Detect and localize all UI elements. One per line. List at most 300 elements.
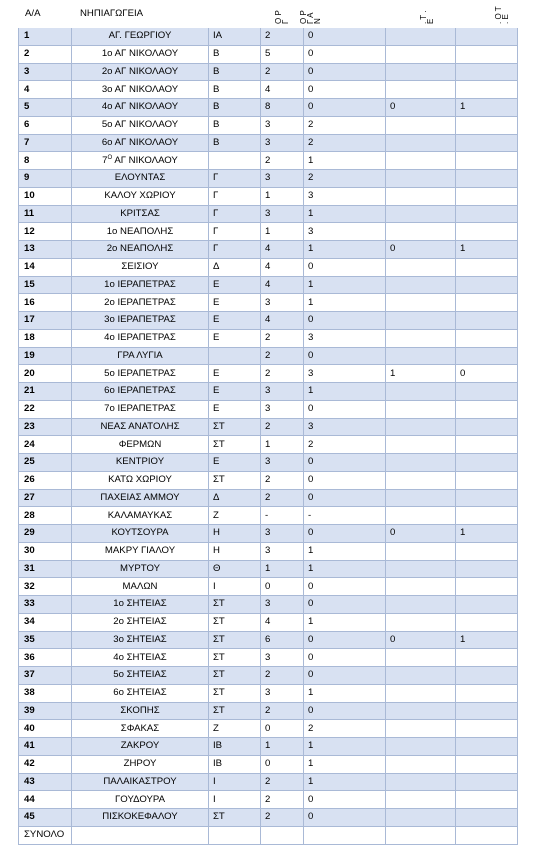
cell-cat: Δ — [209, 489, 261, 507]
cell-te1: 0 — [386, 631, 456, 649]
cell-te1 — [386, 383, 456, 401]
cell-te2 — [456, 400, 518, 418]
cell-num: 36 — [19, 649, 72, 667]
cell-org: 3 — [261, 649, 304, 667]
cell-num: 33 — [19, 596, 72, 614]
cell-org: 3 — [261, 400, 304, 418]
cell-te1 — [386, 418, 456, 436]
cell-name: ΜΥΡΤΟΥ — [72, 560, 209, 578]
cell-org: 2 — [261, 28, 304, 45]
cell-te1 — [386, 738, 456, 756]
cell-org: 2 — [261, 791, 304, 809]
cell-cat: Ι — [209, 578, 261, 596]
cell-num: 30 — [19, 542, 72, 560]
cell-te2 — [456, 116, 518, 134]
cell-num: 26 — [19, 471, 72, 489]
table-row — [19, 312, 518, 330]
cell-num: 13 — [19, 241, 72, 259]
cell-num: 43 — [19, 773, 72, 791]
cell-cat: Ε — [209, 383, 261, 401]
cell-name: 5ο ΙΕΡΑΠΕΤΡΑΣ — [72, 365, 209, 383]
cell-te1 — [386, 613, 456, 631]
cell-cat: Γ — [209, 170, 261, 188]
cell-te1 — [386, 400, 456, 418]
header-organ: Ο Ρ Γ Α Ν — [299, 10, 322, 24]
cell-organ: 0 — [304, 596, 386, 614]
cell-organ: 1 — [304, 383, 386, 401]
cell-cat: Γ — [209, 223, 261, 241]
cell-org: 1 — [261, 560, 304, 578]
cell-num: 38 — [19, 684, 72, 702]
table-row — [19, 28, 518, 45]
cell-te1 — [386, 507, 456, 525]
cell-name: ΣΕΙΣΙΟΥ — [72, 258, 209, 276]
cell-name: ΚΑΤΩ ΧΩΡΙΟΥ — [72, 471, 209, 489]
table-row — [19, 596, 518, 614]
cell-org: 2 — [261, 773, 304, 791]
cell-te1 — [386, 596, 456, 614]
cell-te1 — [386, 312, 456, 330]
total-cell — [304, 826, 386, 844]
header-te1: . Τ . Ε — [419, 10, 435, 24]
cell-org: 6 — [261, 631, 304, 649]
cell-name: 2ο ΙΕΡΑΠΕΤΡΑΣ — [72, 294, 209, 312]
cell-name: 4ο ΣΗΤΕΙΑΣ — [72, 649, 209, 667]
cell-name: ΣΚΟΠΗΣ — [72, 702, 209, 720]
cell-te2 — [456, 809, 518, 827]
cell-cat: Β — [209, 63, 261, 81]
cell-te2 — [456, 489, 518, 507]
cell-organ: 3 — [304, 365, 386, 383]
cell-org: 2 — [261, 63, 304, 81]
cell-te2 — [456, 152, 518, 170]
cell-organ: 0 — [304, 312, 386, 330]
cell-te2 — [456, 436, 518, 454]
table-row — [19, 667, 518, 685]
cell-te1 — [386, 170, 456, 188]
cell-te1 — [386, 578, 456, 596]
table-row — [19, 294, 518, 312]
cell-organ: 1 — [304, 738, 386, 756]
table-row — [19, 383, 518, 401]
cell-num: 12 — [19, 223, 72, 241]
table-row — [19, 809, 518, 827]
cell-num: 8 — [19, 152, 72, 170]
cell-num: 41 — [19, 738, 72, 756]
cell-org: 4 — [261, 258, 304, 276]
cell-te1 — [386, 81, 456, 99]
cell-org: 2 — [261, 667, 304, 685]
cell-name: 1ο ΑΓ ΝΙΚΟΛΑΟΥ — [72, 45, 209, 63]
cell-num: 19 — [19, 347, 72, 365]
cell-name: ΑΓ. ΓΕΩΡΓΙΟΥ — [72, 28, 209, 45]
table-row — [19, 329, 518, 347]
cell-te2 — [456, 45, 518, 63]
cell-name: ΦΕΡΜΩΝ — [72, 436, 209, 454]
cell-name: ΝΕΑΣ ΑΝΑΤΟΛΗΣ — [72, 418, 209, 436]
cell-cat: Ε — [209, 400, 261, 418]
cell-te2 — [456, 63, 518, 81]
cell-cat: ΣΤ — [209, 809, 261, 827]
table-row — [19, 631, 518, 649]
cell-te1 — [386, 205, 456, 223]
cell-te1 — [386, 134, 456, 152]
cell-te2 — [456, 596, 518, 614]
cell-name: ΚΑΛΟΥ ΧΩΡΙΟΥ — [72, 187, 209, 205]
cell-organ: 0 — [304, 63, 386, 81]
cell-te2 — [456, 684, 518, 702]
cell-te2 — [456, 347, 518, 365]
cell-name: ΜΑΚΡΥ ΓΙΑΛΟΥ — [72, 542, 209, 560]
cell-te1 — [386, 791, 456, 809]
cell-te1 — [386, 63, 456, 81]
cell-num: 35 — [19, 631, 72, 649]
total-row — [19, 826, 518, 844]
cell-name: 6ο ΙΕΡΑΠΕΤΡΑΣ — [72, 383, 209, 401]
cell-cat: Ε — [209, 365, 261, 383]
cell-te2 — [456, 170, 518, 188]
cell-organ: 0 — [304, 631, 386, 649]
total-cell — [456, 826, 518, 844]
cell-name: 1ο ΣΗΤΕΙΑΣ — [72, 596, 209, 614]
table-row — [19, 454, 518, 472]
table-row — [19, 170, 518, 188]
cell-org: 1 — [261, 738, 304, 756]
cell-name: 2ο ΝΕΑΠΟΛΗΣ — [72, 241, 209, 259]
cell-organ: 0 — [304, 258, 386, 276]
total-cell — [209, 826, 261, 844]
cell-cat: Ζ — [209, 507, 261, 525]
cell-te1 — [386, 276, 456, 294]
cell-te1 — [386, 454, 456, 472]
total-cell — [72, 826, 209, 844]
cell-organ: 1 — [304, 205, 386, 223]
cell-cat: ΙΒ — [209, 755, 261, 773]
cell-te1 — [386, 489, 456, 507]
cell-org: 3 — [261, 294, 304, 312]
cell-organ: 1 — [304, 241, 386, 259]
cell-cat: ΣΤ — [209, 471, 261, 489]
cell-cat: Ζ — [209, 720, 261, 738]
cell-name: 1ο ΙΕΡΑΠΕΤΡΑΣ — [72, 276, 209, 294]
cell-name: $7^O$ ΑΓ ΝΙΚΟΛΑΟΥ — [72, 152, 209, 170]
cell-org: 3 — [261, 542, 304, 560]
cell-org: 2 — [261, 152, 304, 170]
cell-te1 — [386, 702, 456, 720]
table-row — [19, 116, 518, 134]
cell-organ: 1 — [304, 542, 386, 560]
cell-num: 34 — [19, 613, 72, 631]
cell-cat: Β — [209, 116, 261, 134]
cell-num: 4 — [19, 81, 72, 99]
table-row — [19, 560, 518, 578]
cell-org: 8 — [261, 99, 304, 117]
cell-num: 39 — [19, 702, 72, 720]
schools-table — [18, 28, 518, 845]
cell-te2: 1 — [456, 525, 518, 543]
cell-te1 — [386, 223, 456, 241]
cell-te1: 0 — [386, 525, 456, 543]
cell-organ: 1 — [304, 773, 386, 791]
cell-organ: 0 — [304, 81, 386, 99]
cell-te2 — [456, 329, 518, 347]
cell-cat: ΣΤ — [209, 667, 261, 685]
cell-cat — [209, 347, 261, 365]
cell-org: 0 — [261, 755, 304, 773]
cell-name: ΖΗΡΟΥ — [72, 755, 209, 773]
cell-num: 40 — [19, 720, 72, 738]
table-row — [19, 347, 518, 365]
cell-org: 3 — [261, 684, 304, 702]
cell-te2: 1 — [456, 99, 518, 117]
cell-org: 1 — [261, 223, 304, 241]
cell-cat: Ε — [209, 276, 261, 294]
cell-organ: - — [304, 507, 386, 525]
cell-organ: 3 — [304, 187, 386, 205]
cell-organ: 1 — [304, 684, 386, 702]
cell-org: - — [261, 507, 304, 525]
cell-te1 — [386, 347, 456, 365]
cell-cat: Η — [209, 542, 261, 560]
cell-org: 2 — [261, 489, 304, 507]
cell-name: 5ο ΣΗΤΕΙΑΣ — [72, 667, 209, 685]
cell-organ: 0 — [304, 45, 386, 63]
table-row — [19, 258, 518, 276]
cell-organ: 0 — [304, 525, 386, 543]
cell-cat: Γ — [209, 205, 261, 223]
cell-te2 — [456, 205, 518, 223]
cell-org: 0 — [261, 720, 304, 738]
cell-organ: 1 — [304, 152, 386, 170]
cell-cat: Β — [209, 99, 261, 117]
cell-organ: 2 — [304, 170, 386, 188]
cell-org: 3 — [261, 383, 304, 401]
cell-te1: 1 — [386, 365, 456, 383]
cell-name: 1ο ΝΕΑΠΟΛΗΣ — [72, 223, 209, 241]
cell-te1 — [386, 28, 456, 45]
cell-te2: 1 — [456, 631, 518, 649]
cell-organ: 0 — [304, 649, 386, 667]
cell-organ: 2 — [304, 720, 386, 738]
cell-name: ΚΟΥΤΣΟΥΡΑ — [72, 525, 209, 543]
table-row — [19, 471, 518, 489]
table-row — [19, 436, 518, 454]
table-row — [19, 99, 518, 117]
cell-num: 22 — [19, 400, 72, 418]
cell-te2 — [456, 418, 518, 436]
cell-organ: 3 — [304, 329, 386, 347]
cell-org: 2 — [261, 702, 304, 720]
cell-name: ΣΦΑΚΑΣ — [72, 720, 209, 738]
cell-name: 4ο ΙΕΡΑΠΕΤΡΑΣ — [72, 329, 209, 347]
cell-organ: 0 — [304, 702, 386, 720]
cell-te2 — [456, 542, 518, 560]
table-row — [19, 489, 518, 507]
cell-num: 44 — [19, 791, 72, 809]
cell-te1 — [386, 720, 456, 738]
cell-te1 — [386, 45, 456, 63]
cell-cat: Β — [209, 81, 261, 99]
cell-cat: ΣΤ — [209, 436, 261, 454]
cell-te2: 0 — [456, 365, 518, 383]
cell-te2 — [456, 773, 518, 791]
table-row — [19, 791, 518, 809]
cell-name: 5ο ΑΓ ΝΙΚΟΛΑΟΥ — [72, 116, 209, 134]
cell-cat: ΣΤ — [209, 613, 261, 631]
cell-te2 — [456, 454, 518, 472]
cell-te2 — [456, 258, 518, 276]
cell-name: 3ο ΑΓ ΝΙΚΟΛΑΟΥ — [72, 81, 209, 99]
cell-te2 — [456, 720, 518, 738]
cell-num: 29 — [19, 525, 72, 543]
cell-te2 — [456, 223, 518, 241]
cell-te1 — [386, 116, 456, 134]
cell-org: 3 — [261, 205, 304, 223]
cell-cat: Ε — [209, 312, 261, 330]
total-label: ΣΥΝΟΛΟ — [19, 826, 72, 844]
cell-num: 17 — [19, 312, 72, 330]
table-row — [19, 755, 518, 773]
cell-organ: 0 — [304, 99, 386, 117]
cell-org: 0 — [261, 578, 304, 596]
cell-num: 45 — [19, 809, 72, 827]
cell-name: ΜΑΛΩΝ — [72, 578, 209, 596]
cell-te1 — [386, 667, 456, 685]
cell-organ: 0 — [304, 578, 386, 596]
cell-te1 — [386, 809, 456, 827]
cell-org: 4 — [261, 312, 304, 330]
cell-te2 — [456, 312, 518, 330]
table-row — [19, 773, 518, 791]
cell-te2 — [456, 294, 518, 312]
cell-organ: 3 — [304, 418, 386, 436]
table-row — [19, 63, 518, 81]
table-row — [19, 187, 518, 205]
cell-te2 — [456, 276, 518, 294]
cell-organ: 2 — [304, 436, 386, 454]
cell-num: 2 — [19, 45, 72, 63]
cell-organ: 0 — [304, 489, 386, 507]
cell-num: 6 — [19, 116, 72, 134]
cell-org: 5 — [261, 45, 304, 63]
table-row — [19, 223, 518, 241]
cell-name: ΖΑΚΡΟΥ — [72, 738, 209, 756]
table-row — [19, 152, 518, 170]
cell-num: 37 — [19, 667, 72, 685]
cell-te1 — [386, 755, 456, 773]
cell-te1 — [386, 258, 456, 276]
cell-te2 — [456, 81, 518, 99]
cell-name: ΠΑΧΕΙΑΣ ΑΜΜΟΥ — [72, 489, 209, 507]
cell-num: 27 — [19, 489, 72, 507]
cell-organ: 2 — [304, 116, 386, 134]
cell-org: 4 — [261, 81, 304, 99]
cell-name: 3ο ΣΗΤΕΙΑΣ — [72, 631, 209, 649]
cell-org: 2 — [261, 418, 304, 436]
cell-te1 — [386, 329, 456, 347]
cell-name: 2ο ΑΓ ΝΙΚΟΛΑΟΥ — [72, 63, 209, 81]
cell-organ: 0 — [304, 809, 386, 827]
cell-cat: ΙΑ — [209, 28, 261, 45]
cell-organ: 0 — [304, 667, 386, 685]
table-row — [19, 507, 518, 525]
cell-cat: Η — [209, 525, 261, 543]
cell-cat: Δ — [209, 258, 261, 276]
cell-cat: Β — [209, 134, 261, 152]
cell-cat: ΣΤ — [209, 631, 261, 649]
table-row — [19, 418, 518, 436]
cell-organ: 2 — [304, 134, 386, 152]
cell-num: 23 — [19, 418, 72, 436]
cell-org: 3 — [261, 134, 304, 152]
cell-num: 3 — [19, 63, 72, 81]
cell-num: 31 — [19, 560, 72, 578]
table-row — [19, 45, 518, 63]
table-row — [19, 134, 518, 152]
table-row — [19, 542, 518, 560]
cell-te1 — [386, 436, 456, 454]
cell-num: 1 — [19, 28, 72, 45]
cell-num: 28 — [19, 507, 72, 525]
cell-organ: 1 — [304, 755, 386, 773]
cell-num: 42 — [19, 755, 72, 773]
header-aa: Α/Α — [25, 8, 41, 19]
cell-name: ΓΟΥΔΟΥΡΑ — [72, 791, 209, 809]
cell-cat: Γ — [209, 241, 261, 259]
cell-te2 — [456, 738, 518, 756]
cell-org: 2 — [261, 365, 304, 383]
cell-org: 2 — [261, 471, 304, 489]
cell-org: 3 — [261, 170, 304, 188]
cell-num: 5 — [19, 99, 72, 117]
table-row — [19, 578, 518, 596]
cell-te2 — [456, 560, 518, 578]
table-row — [19, 684, 518, 702]
cell-te2 — [456, 791, 518, 809]
cell-te2 — [456, 755, 518, 773]
cell-num: 15 — [19, 276, 72, 294]
cell-num: 32 — [19, 578, 72, 596]
cell-te2 — [456, 28, 518, 45]
table-row — [19, 702, 518, 720]
cell-org: 3 — [261, 116, 304, 134]
cell-num: 7 — [19, 134, 72, 152]
cell-num: 21 — [19, 383, 72, 401]
cell-org: 3 — [261, 596, 304, 614]
table-row — [19, 276, 518, 294]
cell-name: ΚΕΝΤΡΙΟΥ — [72, 454, 209, 472]
cell-te2 — [456, 578, 518, 596]
table-row — [19, 738, 518, 756]
cell-name: 6ο ΑΓ ΝΙΚΟΛΑΟΥ — [72, 134, 209, 152]
cell-te1 — [386, 560, 456, 578]
cell-te1 — [386, 773, 456, 791]
cell-num: 10 — [19, 187, 72, 205]
cell-name: ΚΡΙΤΣΑΣ — [72, 205, 209, 223]
cell-cat: Ε — [209, 329, 261, 347]
cell-num: 16 — [19, 294, 72, 312]
cell-organ: 0 — [304, 400, 386, 418]
header-school: ΝΗΠΙΑΓΩΓΕΙΑ — [80, 8, 144, 19]
cell-org: 1 — [261, 436, 304, 454]
cell-cat: Ι — [209, 791, 261, 809]
cell-cat: Ε — [209, 294, 261, 312]
header-te2: . Ο Τ . Ε — [494, 6, 510, 24]
cell-te1 — [386, 294, 456, 312]
cell-te2 — [456, 383, 518, 401]
cell-org: 4 — [261, 276, 304, 294]
cell-org: 2 — [261, 809, 304, 827]
